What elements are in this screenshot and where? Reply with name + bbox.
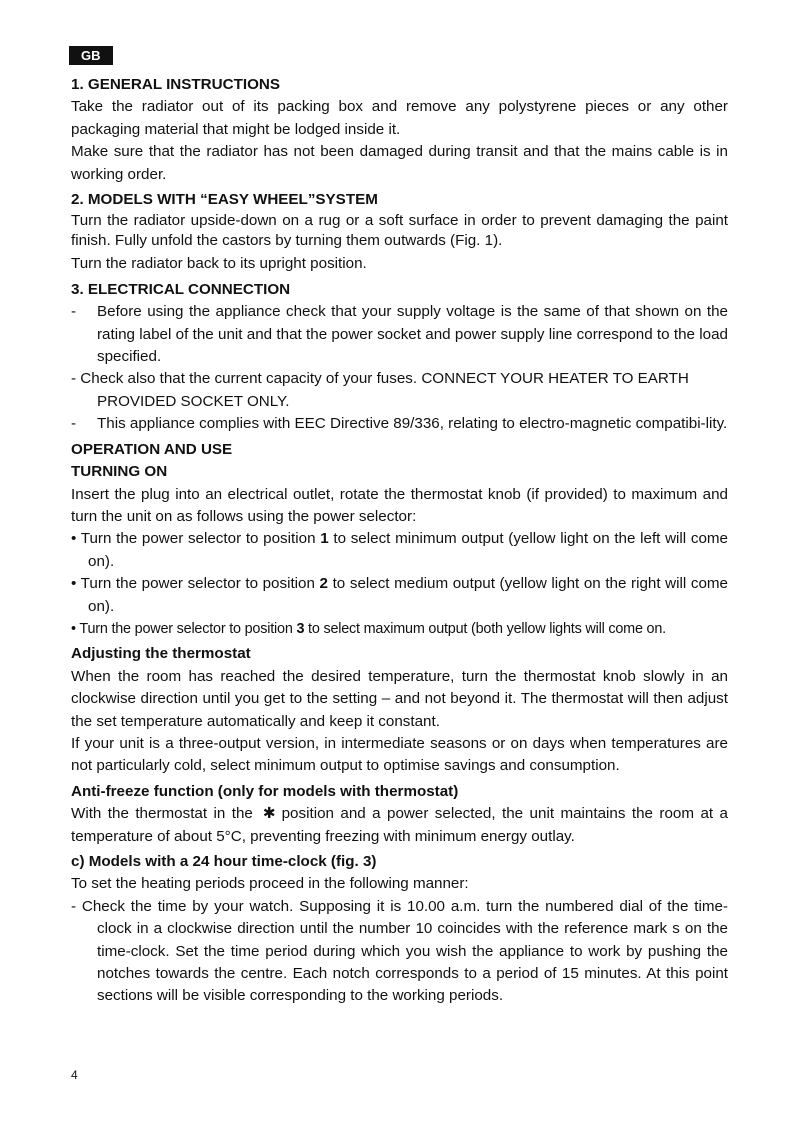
manual-page bbox=[71, 46, 728, 1008]
bullet-marker: • bbox=[71, 620, 76, 637]
section-1-para-2: Make sure that the radiator has not been damaged during transit and that the mains cable is in working order. bbox=[71, 143, 728, 183]
section-3-item-3 bbox=[71, 413, 728, 435]
section-1-title: 1. GENERAL INSTRUCTIONS bbox=[71, 76, 280, 93]
power-step-2 bbox=[71, 573, 728, 618]
section-3-item-1 bbox=[71, 301, 728, 368]
section-3-item-3-text: This appliance complies with EEC Directive 89/336, relating to electro-magnetic compatibi-lity. bbox=[97, 415, 728, 433]
power-step-1-pre: Turn the power selector to position bbox=[80, 530, 321, 548]
power-step-1 bbox=[71, 528, 728, 573]
power-step-1-post: to select minimum output (yellow light on the left will come on). bbox=[88, 530, 729, 570]
position-3: 3 bbox=[296, 620, 305, 637]
antifreeze-post: position and a power selected, the unit maintains the room at a temperature of about 5°C, preventing freezing with minimum energy outlay. bbox=[71, 805, 728, 845]
position-1: 1 bbox=[320, 530, 329, 548]
timeclock-title: c) Models with a 24 hour time-clock (fig. 3) bbox=[71, 853, 377, 870]
page-number: 4 bbox=[71, 1068, 78, 1082]
snowflake-icon: ✱ bbox=[262, 805, 276, 823]
section-2-para-1: Turn the radiator upside-down on a rug or a soft surface in order to prevent damaging the paint finish. Fully unfold the castors by turning them outwards (Fig. 1). bbox=[71, 212, 728, 250]
timeclock-item-1: - Check the time by your watch. Supposing it is 10.00 a.m. turn the numbered dial of the time-clock in a clockwise direction until the number 10 coincides with the reference mark s on the time-clock. Set the time period during which you wish the appliance to work by pushing the notches towards the centre. Each notch corresponds to a period of 15 minutes. At this point sections will be visible corresponding to the working periods. bbox=[71, 897, 728, 1005]
thermostat-title: Adjusting the thermostat bbox=[71, 645, 251, 663]
section-2-para-2: Turn the radiator back to its upright position. bbox=[71, 255, 367, 273]
section-1-para-1: Take the radiator out of its packing box and remove any polystyrene pieces or any other packaging material that might be lodged inside it. bbox=[71, 98, 728, 138]
antifreeze-pre: With the thermostat in the bbox=[71, 805, 253, 823]
position-2: 2 bbox=[319, 575, 328, 593]
operation-title: OPERATION AND USE bbox=[71, 440, 233, 458]
power-step-3 bbox=[71, 618, 728, 640]
bullet-marker: • bbox=[71, 530, 77, 548]
thermostat-para-2: If your unit is a three-output version, in intermediate seasons or on days when temperatures are not particularly cold, select minimum output to optimise savings and consumption. bbox=[71, 734, 728, 775]
section-3-item-1-text: Before using the appliance check that your supply voltage is the same of that shown on the rating label of the unit and that the power socket and power supply line correspond to the load specified. bbox=[97, 303, 728, 366]
dash-marker: - bbox=[71, 415, 77, 433]
power-step-2-post: to select medium output (yellow light on the right will come on). bbox=[88, 575, 728, 615]
turning-on-para: Insert the plug into an electrical outlet, rotate the thermostat knob (if provided) to maximum and turn the unit on as follows using the power selector: bbox=[71, 485, 728, 525]
power-step-3-post: to select maximum output (both yellow lights will come on. bbox=[304, 620, 666, 637]
timeclock-para: To set the heating periods proceed in the following manner: bbox=[71, 875, 469, 893]
section-3-title: 3. ELECTRICAL CONNECTION bbox=[71, 280, 291, 298]
power-step-2-pre: Turn the power selector to position bbox=[80, 575, 320, 593]
antifreeze-para bbox=[71, 803, 728, 848]
bullet-marker: • bbox=[71, 575, 77, 593]
thermostat-para-1: When the room has reached the desired temperature, turn the thermostat knob slowly in an clockwise direction until you get to the setting – and not beyond it. The thermostat will then adjust the set temperature automatically and keep it constant. bbox=[71, 667, 728, 730]
antifreeze-title: Anti-freeze function (only for models with thermostat) bbox=[71, 782, 459, 800]
language-tag: GB bbox=[69, 46, 113, 65]
dash-marker: - bbox=[71, 303, 77, 321]
section-2-title: 2. MODELS WITH “EASY WHEEL”SYSTEM bbox=[71, 191, 378, 209]
power-step-3-pre: Turn the power selector to position bbox=[79, 620, 297, 637]
turning-on-title: TURNING ON bbox=[71, 463, 168, 481]
section-3-item-2: - Check also that the current capacity of your fuses. CONNECT YOUR HEATER TO EARTH PROVIDED SOCKET ONLY. bbox=[71, 370, 689, 410]
